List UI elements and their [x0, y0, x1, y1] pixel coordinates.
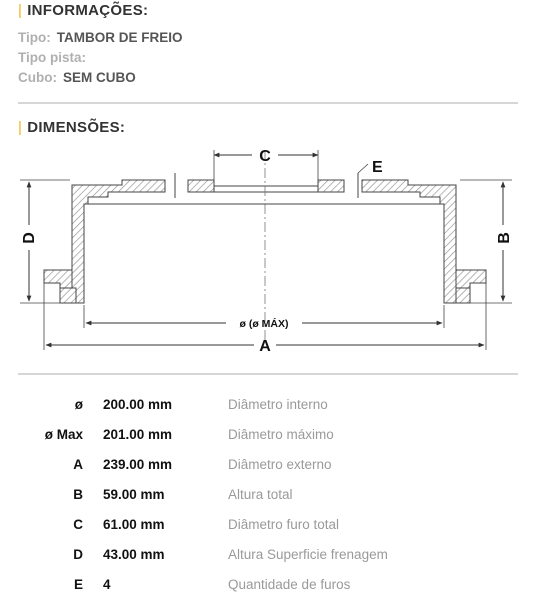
dimension-row — [0, 395, 533, 415]
info-section-title: | INFORMAÇÕES: — [18, 2, 149, 19]
dimension-value: 61.00 mm — [103, 517, 165, 532]
dimension-description: Diâmetro externo — [228, 457, 332, 472]
dimension-description: Diâmetro interno — [228, 397, 328, 412]
info-value: SEM CUBO — [62, 70, 136, 85]
dimension-row — [0, 545, 533, 565]
info-label: Cubo: — [18, 70, 57, 85]
info-row-tipo-pista — [18, 50, 92, 65]
dimensions-title-text: DIMENSÕES: — [27, 119, 126, 136]
dimension-symbol: E — [73, 577, 83, 592]
info-label: Tipo: — [18, 30, 51, 45]
dimension-symbol: D — [73, 547, 83, 562]
dimension-description: Altura total — [228, 487, 293, 502]
label-d: D — [21, 232, 38, 244]
dimension-symbol: B — [73, 487, 83, 502]
dimension-row — [0, 515, 533, 535]
dimension-row — [0, 425, 533, 445]
label-a: A — [259, 338, 271, 355]
dimension-value: 201.00 mm — [103, 427, 173, 442]
dimension-row — [0, 455, 533, 475]
dimension-value: 4 — [103, 577, 111, 592]
label-inner-diameter: ø (ø MÁX) — [239, 318, 289, 330]
dimension-symbol: ø — [74, 397, 83, 412]
brake-drum-technical-drawing — [0, 140, 533, 365]
label-b: B — [496, 232, 513, 244]
divider — [18, 373, 518, 375]
dimension-description: Quantidade de furos — [228, 577, 351, 592]
dimension-symbol: A — [73, 457, 83, 472]
divider — [18, 102, 518, 104]
info-row-cubo — [18, 70, 136, 85]
info-value: TAMBOR DE FREIO — [56, 30, 183, 45]
info-row-tipo — [18, 30, 183, 45]
dimension-value: 239.00 mm — [103, 457, 173, 472]
dimension-description: Diâmetro furo total — [228, 517, 340, 532]
dimension-description: Altura Superficie frenagem — [228, 547, 388, 562]
dimension-symbol: ø Max — [44, 427, 83, 442]
dimension-value: 59.00 mm — [103, 487, 165, 502]
dimension-value: 200.00 mm — [103, 397, 173, 412]
dimension-symbol: C — [73, 517, 83, 532]
dimension-row — [0, 485, 533, 505]
info-title-text: INFORMAÇÕES: — [27, 2, 149, 19]
dimension-value: 43.00 mm — [103, 547, 165, 562]
label-c: C — [259, 148, 271, 165]
info-label: Tipo pista: — [18, 50, 87, 65]
dimension-row — [0, 575, 533, 595]
label-e: E — [372, 159, 383, 176]
dimensions-section-title: | DIMENSÕES: — [18, 119, 126, 136]
dimension-description: Diâmetro máximo — [228, 427, 334, 442]
